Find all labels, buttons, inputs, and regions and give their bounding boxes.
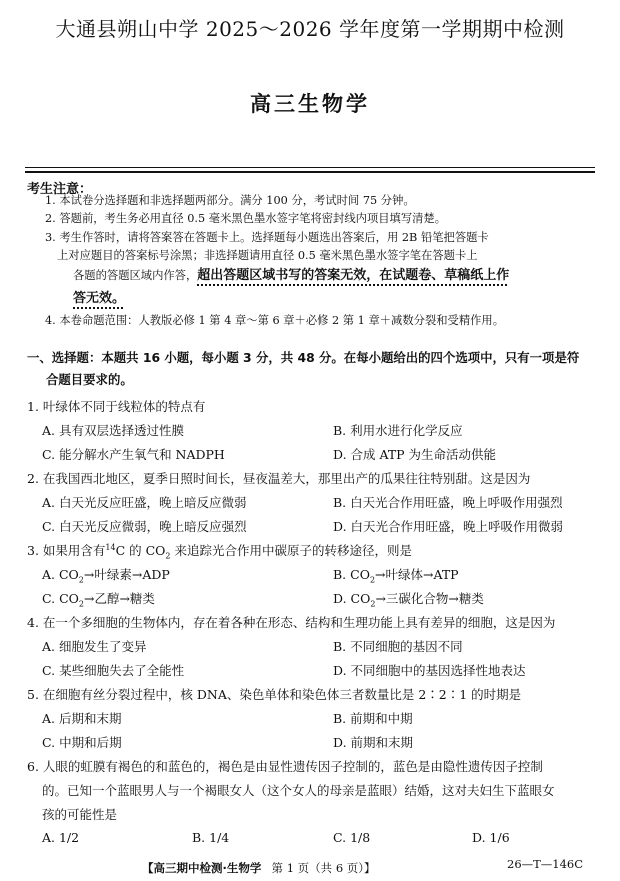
q3-a-sub: 2 xyxy=(78,575,84,585)
q3-a-label: A. xyxy=(42,567,59,582)
q5-option-d: D. 前期和末期 xyxy=(333,735,414,750)
q2-option-c: C. 白天光反应微弱，晚上暗反应强烈 xyxy=(42,519,247,534)
notice-emphasis: 超出答题区域书写的答案无效，在试题卷、草稿纸上作 xyxy=(197,268,510,283)
notice-item-3-cont: 上对应题目的答案标号涂黑；非选择题请用直径 0.5 毫米黑色墨水签字笔在答题卡上 xyxy=(57,249,478,262)
divider-thick xyxy=(25,171,595,173)
q3-c-co: CO xyxy=(59,591,79,606)
q3-d-sub: 2 xyxy=(370,599,376,609)
footer-page: 第 1 页（共 6 页）】 xyxy=(271,861,376,875)
q1-option-c: C. 能分解水产生氧气和 NADPH xyxy=(42,447,225,462)
notice-item-3: 3. 考生作答时，请将答案答在答题卡上。选择题每小题选出答案后，用 2B 铅笔把答题卡 xyxy=(45,231,489,244)
q5-option-b: B. 前期和中期 xyxy=(333,711,413,726)
q3-b-sub: 2 xyxy=(369,575,376,585)
q3-b-co: CO xyxy=(350,567,370,582)
question-6-stem: 6. 人眼的虹膜有褐色的和蓝色的，褐色是由显性遗传因子控制的，蓝色是由隐性遗传因子控制 xyxy=(27,759,543,774)
q4-option-a: A. 细胞发生了变异 xyxy=(42,639,147,654)
page-footer xyxy=(142,857,376,876)
q3-a-co: CO xyxy=(58,567,79,582)
q4-option-b: B. 不同细胞的基因不同 xyxy=(333,639,463,654)
q3-sub: 2 xyxy=(165,551,171,561)
notice-item-2: 2. 答题前，考生务必用直径 0.5 毫米黑色墨水签字笔将密封线内项目填写清楚。 xyxy=(45,212,447,225)
q5-option-a: A. 后期和末期 xyxy=(42,711,122,726)
q3-a-rest: →叶绿素→ADP xyxy=(83,567,170,582)
notice-heading: 考生注意： xyxy=(27,182,93,197)
q6-option-a: A. 1/2 xyxy=(42,830,80,845)
q2-option-a: A. 白天光反应旺盛，晚上暗反应微弱 xyxy=(42,495,247,510)
q3-c-sub: 2 xyxy=(78,599,84,609)
question-5-stem: 5. 在细胞有丝分裂过程中，核 DNA、染色单体和染色体三者数量比是 2∶2∶1 的时期是 xyxy=(27,687,522,702)
divider-thin xyxy=(25,167,595,168)
notice-item-3-cont2 xyxy=(73,267,509,285)
q6-option-d: D. 1/6 xyxy=(472,830,510,845)
notice-item-1: 1. 本试卷分选择题和非选择题两部分。满分 100 分，考试时间 75 分钟。 xyxy=(45,194,415,207)
footer-code: 26—T—146C xyxy=(507,857,584,871)
q1-option-d: D. 合成 ATP 为生命活动供能 xyxy=(333,447,497,462)
question-1-stem: 1. 叶绿体不同于线粒体的特点有 xyxy=(27,399,206,414)
question-6-stem-cont: 的。已知一个蓝眼男人与一个褐眼女人（这个女人的母亲是蓝眼）结婚，这对夫妇生下蓝眼女 xyxy=(42,783,555,798)
q1-option-b: B. 利用水进行化学反应 xyxy=(333,423,463,438)
question-3-stem xyxy=(27,541,412,561)
q5-option-c: C. 中期和后期 xyxy=(42,735,122,750)
q3-d-label: D. xyxy=(333,591,351,606)
q6-option-b: B. 1/4 xyxy=(192,830,230,845)
footer-label: 【高三期中检测·生物学 xyxy=(142,861,262,875)
q4-option-c: C. 某些细胞失去了全能性 xyxy=(42,663,185,678)
question-2-stem: 2. 在我国西北地区，夏季日照时间长，昼夜温差大，那里出产的瓜果往往特别甜。这是因为 xyxy=(27,471,531,486)
notice-item-3-plain: 各题的答题区域内作答， xyxy=(73,269,198,282)
q3-c-rest: →乙醇→糖类 xyxy=(83,591,155,606)
q3-stem-post: 来追踪光合作用中碳原子的转移途径，则是 xyxy=(170,543,412,558)
q1-option-a: A. 具有双层选择透过性膜 xyxy=(42,423,184,438)
notice-item-4: 4. 本卷命题范围：人教版必修 1 第 4 章～第 6 章＋必修 2 第 1 章＋减数分裂和受精作用。 xyxy=(45,314,505,327)
question-6-stem-end: 孩的可能性是 xyxy=(42,807,118,822)
q3-option-b xyxy=(333,565,459,585)
section-heading-cont: 合题目要求的。 xyxy=(46,372,133,387)
q3-c-label: C. xyxy=(42,591,60,606)
notice-emphasis-end: 答无效。 xyxy=(73,291,126,306)
q3-option-a xyxy=(42,565,170,585)
q3-isotope: 14 xyxy=(105,542,116,552)
exam-title: 大通县朔山中学 2025～2026 学年度第一学期期中检测 xyxy=(55,17,565,41)
q4-option-d: D. 不同细胞中的基因选择性地表达 xyxy=(333,663,526,678)
q3-b-rest: →叶绿体→ATP xyxy=(375,567,459,582)
q3-d-rest: →三碳化合物→糖类 xyxy=(375,591,484,606)
q2-option-d: D. 白天光合作用旺盛，晚上呼吸作用微弱 xyxy=(333,519,564,534)
subject-title: 高三生物学 xyxy=(250,92,370,116)
q2-option-b: B. 白天光合作用旺盛，晚上呼吸作用强烈 xyxy=(333,495,563,510)
q3-stem-mid: C 的 CO xyxy=(115,543,166,558)
q6-option-c: C. 1/8 xyxy=(333,830,371,845)
q3-stem-pre: 3. 如果用含有 xyxy=(27,543,106,558)
section-heading: 一、选择题：本题共 16 小题，每小题 3 分，共 48 分。在每小题给出的四个选项中，只有一项是符 xyxy=(27,350,580,365)
q3-d-co: CO xyxy=(350,591,371,606)
q3-b-label: B. xyxy=(333,567,351,582)
q3-option-c xyxy=(42,589,155,609)
q3-option-d xyxy=(333,589,484,609)
question-4-stem: 4. 在一个多细胞的生物体内，存在着各种在形态、结构和生理功能上具有差异的细胞，这是因为 xyxy=(27,615,556,630)
